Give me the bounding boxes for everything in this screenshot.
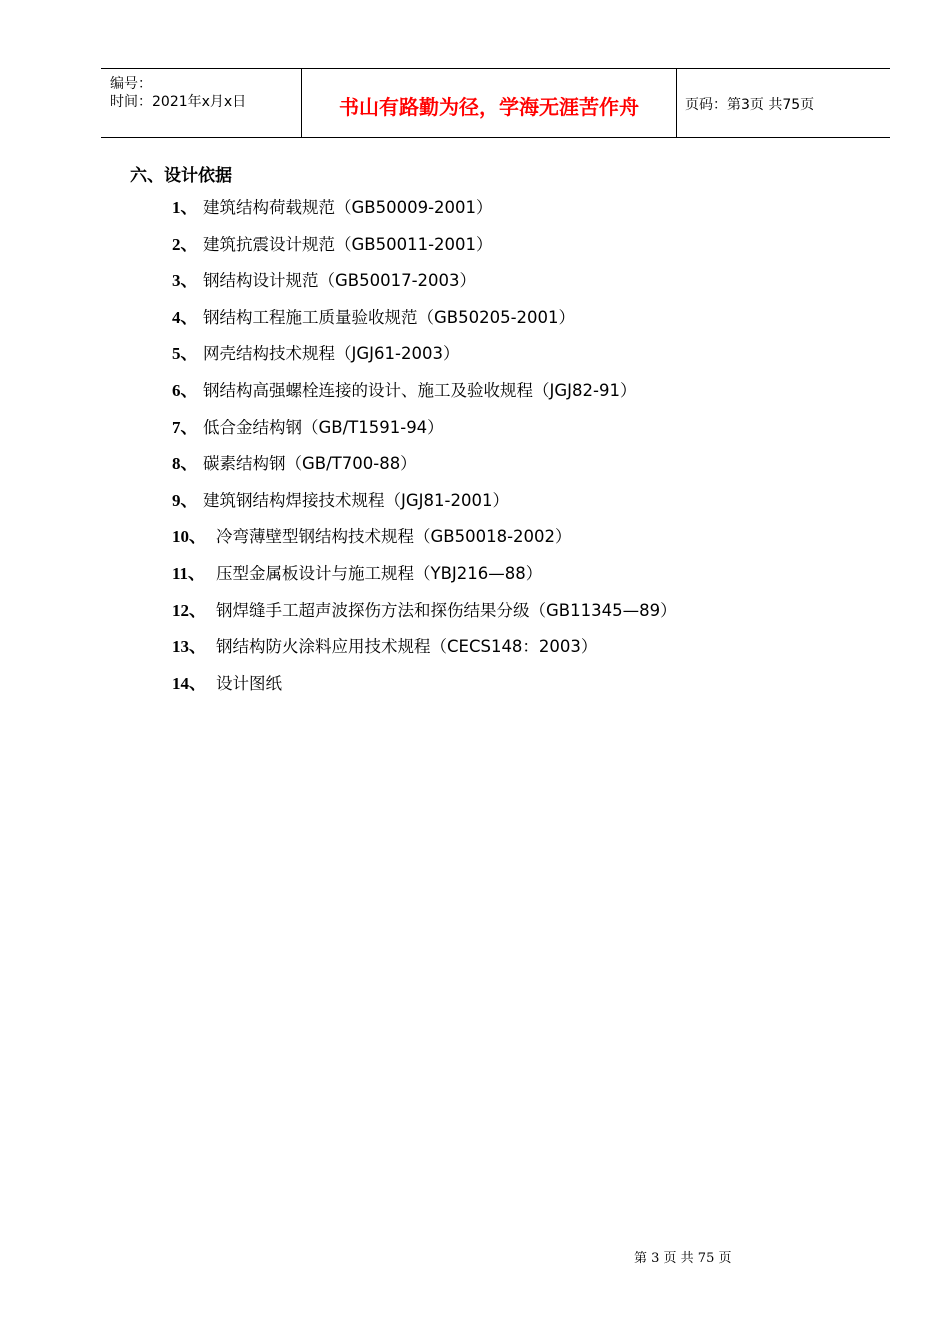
item-text: 低合金结构钢（GB/T1591-94） (203, 417, 444, 437)
item-number: 14、 (172, 673, 206, 693)
item-text: 建筑抗震设计规范（GB50011-2001） (203, 234, 493, 254)
item-number: 11、 (172, 563, 206, 583)
item-number: 12、 (172, 600, 206, 620)
time-label: 时间：2021年x月x日 (110, 94, 247, 110)
item-number: 9、 (172, 490, 198, 510)
item-number: 1、 (172, 198, 198, 217)
item-text: 钢结构工程施工质量验收规范（GB50205-2001） (203, 307, 576, 327)
list-item (172, 417, 677, 454)
list-item (172, 563, 677, 600)
list-item (172, 636, 677, 673)
item-number: 4、 (172, 307, 198, 327)
list-item (172, 234, 677, 271)
header-page-cell (676, 69, 890, 137)
item-number: 6、 (172, 380, 198, 400)
header-motto-cell (301, 69, 677, 137)
serial-label: 编号： (110, 76, 152, 92)
item-text: 钢焊缝手工超声波探伤方法和探伤结果分级（GB11345—89） (216, 600, 677, 620)
item-text: 钢结构设计规范（GB50017-2003） (203, 271, 477, 291)
page-footer: 第 3 页 共 75 页 (634, 1251, 732, 1266)
item-number: 8、 (172, 454, 198, 474)
list-item (172, 343, 677, 380)
item-text: 压型金属板设计与施工规程（YBJ216—88） (216, 563, 543, 583)
page-header (101, 68, 890, 138)
list-item (172, 526, 677, 563)
item-number: 13、 (172, 637, 206, 657)
item-text: 钢结构高强螺栓连接的设计、施工及验收规程（JGJ82-91） (203, 380, 637, 400)
list-item (172, 673, 677, 710)
item-text: 冷弯薄壁型钢结构技术规程（GB50018-2002） (216, 527, 572, 547)
motto-text: 书山有路勤为径，学海无涯苦作舟 (339, 95, 639, 119)
item-text: 设计图纸 (216, 673, 282, 693)
list-item (172, 490, 677, 527)
item-number: 10、 (172, 527, 206, 547)
design-basis-list (172, 197, 677, 709)
item-text: 网壳结构技术规程（JGJ61-2003） (203, 344, 460, 364)
list-item (172, 270, 677, 307)
item-text: 建筑结构荷载规范（GB50009-2001） (203, 198, 493, 217)
item-text: 建筑钢结构焊接技术规程（JGJ81-2001） (203, 490, 509, 510)
list-item (172, 453, 677, 490)
item-number: 7、 (172, 417, 198, 437)
list-item (172, 197, 677, 234)
item-number: 3、 (172, 271, 198, 291)
list-item (172, 380, 677, 417)
header-info-cell (101, 69, 301, 137)
item-number: 2、 (172, 234, 198, 254)
item-number: 5、 (172, 344, 198, 364)
item-text: 碳素结构钢（GB/T700-88） (203, 454, 417, 474)
item-text: 钢结构防火涂料应用技术规程（CECS148：2003） (216, 637, 598, 657)
list-item (172, 307, 677, 344)
page-code: 页码：第3页 共75页 (685, 97, 815, 113)
list-item (172, 600, 677, 637)
section-title: 六、设计依据 (130, 166, 232, 186)
